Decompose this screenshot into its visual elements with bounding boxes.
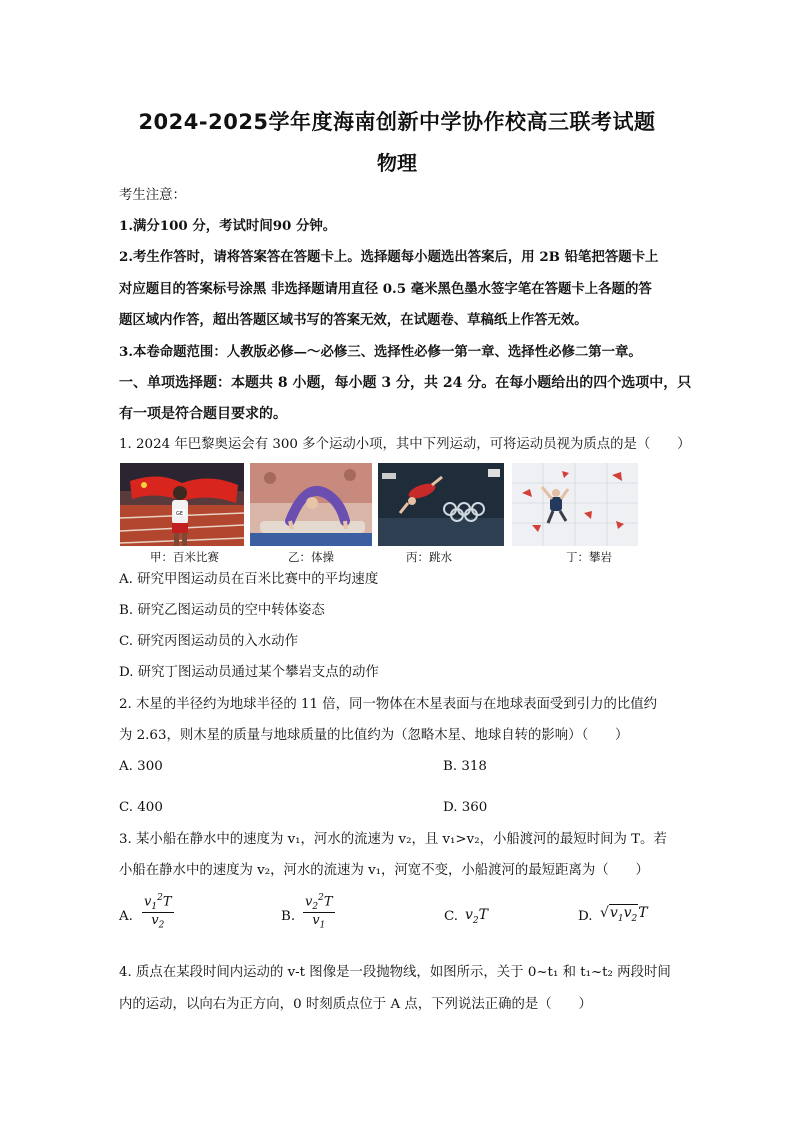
photo-gymnastics	[250, 463, 372, 546]
photo-caption-yi: 乙：体操	[288, 550, 334, 564]
photo-sprint	[120, 463, 244, 546]
question-3-option-b-letter: B.	[281, 909, 296, 924]
question-2-option-a: A. 300	[119, 759, 163, 774]
question-3-option-a-letter: A.	[119, 909, 133, 924]
question-2-line-1: 2. 木星的半径约为地球半径的 11 倍，同一物体在木星表面与在地球表面受到引力的比值约	[119, 697, 658, 712]
question-2-option-b: B. 318	[443, 759, 487, 774]
question-4-line-2: 内的运动，以向右为正方向，0 时刻质点位于 A 点，下列说法正确的是（ ）	[119, 997, 592, 1012]
photo-caption-bing: 丙：跳水	[406, 550, 452, 564]
formula-c: $v_2T$	[465, 907, 488, 926]
question-3-option-a	[119, 907, 133, 927]
notice-item-2-line-3: 题区域内作答，超出答题区域书写的答案无效，在试题卷、草稿纸上作答无效。	[119, 312, 588, 328]
question-1-option-d: D. 研究丁图运动员通过某个攀岩支点的动作	[119, 665, 379, 680]
question-3-line-2: 小船在静水中的速度为 v₂，河水的流速为 v₁，河宽不变，小船渡河的最短距离为（ ）	[119, 863, 649, 878]
subject-title: 物理	[377, 151, 417, 175]
notice-item-2-line-2: 对应题目的答案标号涂黑 非选择题请用直径 0.5 毫米黑色墨水签字笔在答题卡上各题的答	[119, 281, 652, 297]
notice-item-2-line-1: 2.考生作答时，请将答案答在答题卡上。选择题每小题选出答案后，用 2B 铅笔把答题卡上	[119, 249, 659, 265]
question-3-option-b	[281, 907, 295, 927]
exam-title: 2024-2025学年度海南创新中学协作校高三联考试题	[138, 110, 656, 134]
notice-item-3: 3.本卷命题范围：人教版必修—～必修三、选择性必修一第一章、选择性必修二第一章。	[119, 344, 642, 360]
notice-item-1: 1.满分100 分，考试时间90 分钟。	[119, 218, 337, 234]
photo-caption-jia: 甲：百米比赛	[150, 550, 219, 564]
question-3-option-c	[444, 907, 458, 927]
formula-a: $\frac{v_1^2T}{v_2}$	[144, 893, 172, 931]
question-3-option-d	[578, 907, 593, 927]
question-2-line-2: 为 2.63，则木星的质量与地球质量的比值约为（忽略木星、地球自转的影响）（ ）	[119, 728, 629, 743]
question-1-option-a: A. 研究甲图运动员在百米比赛中的平均速度	[119, 572, 379, 587]
photo-diving	[378, 463, 504, 546]
question-4-line-1: 4. 质点在某段时间内运动的 v-t 图像是一段抛物线，如图所示，关于 0~t₁ 和 t₁~t₂ 两段时间	[119, 965, 671, 980]
question-1-option-b: B. 研究乙图运动员的空中转体姿态	[119, 603, 325, 618]
question-1-stem: 1. 2024 年巴黎奥运会有 300 多个运动小项，其中下列运动，可将运动员视为质点的是（ ）	[119, 437, 691, 452]
formula-b: $\frac{v_2^2T}{v_1}$	[305, 893, 333, 931]
question-3-line-1: 3. 某小船在静水中的速度为 v₁，河水的流速为 v₂，且 v₁>v₂，小船渡河的最短时间为 T。若	[119, 832, 667, 847]
question-1-option-c: C. 研究丙图运动员的入水动作	[119, 634, 298, 649]
question-3-option-c-letter: C.	[444, 909, 459, 924]
formula-d: $√v_1v_2T$	[600, 905, 648, 924]
notice-heading: 考生注意：	[119, 188, 186, 203]
section-1-heading-line-1: 一、单项选择题：本题共 8 小题，每小题 3 分，共 24 分。在每小题给出的四个选项中，只	[119, 375, 692, 391]
question-3-option-d-letter: D.	[578, 909, 593, 924]
question-2-option-c: C. 400	[119, 800, 163, 815]
photo-caption-ding: 丁：攀岩	[566, 550, 612, 564]
question-2-option-d: D. 360	[443, 800, 488, 815]
section-1-heading-line-2: 有一项是符合题目要求的。	[119, 406, 287, 422]
svg-text:GE: GE	[176, 511, 184, 517]
question-1-photos	[120, 463, 640, 563]
photo-climbing	[512, 463, 638, 546]
